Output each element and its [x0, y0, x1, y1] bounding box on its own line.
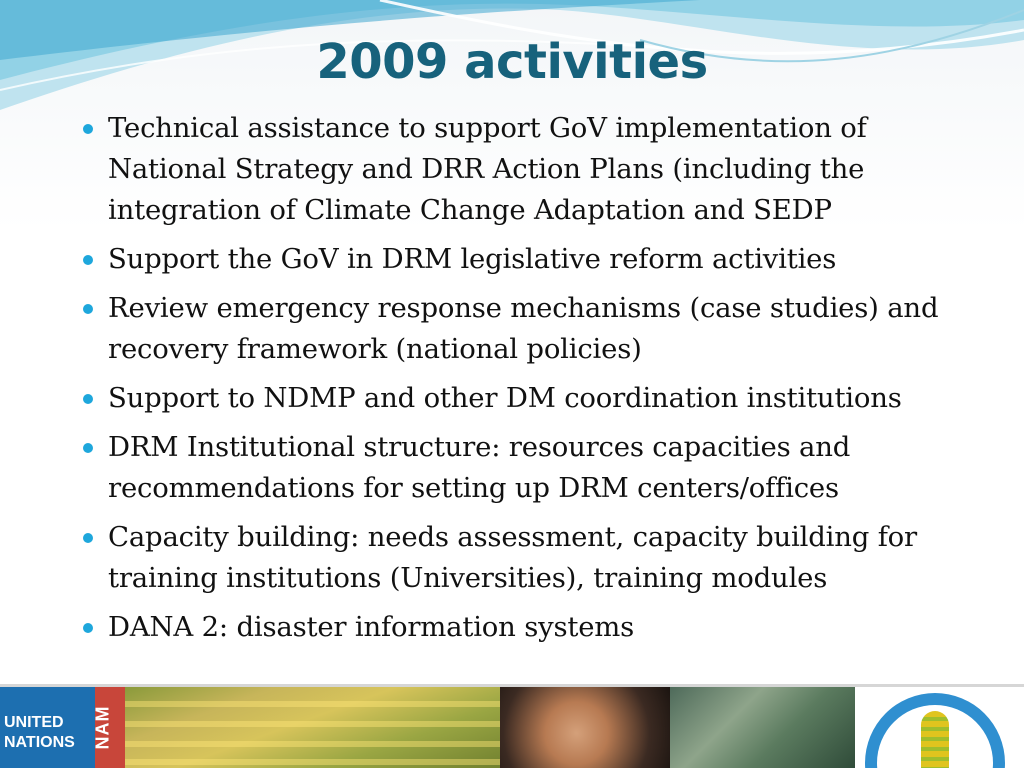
- bullet-text: Technical assistance to support GoV implementation of National Strategy and DRR Action Plans (including the integration of Climate Change Adaptation and SEDP: [108, 112, 867, 226]
- bullet-item: [80, 378, 980, 419]
- bullet-text: Support the GoV in DRM legislative reform activities: [108, 243, 837, 275]
- viet-nam-text: NAM: [92, 705, 113, 750]
- bullet-list: [80, 108, 980, 656]
- rice-terrace-photo: [125, 687, 500, 768]
- bullet-dot-icon: [83, 304, 93, 314]
- bullet-item: [80, 288, 980, 370]
- un-logo: [0, 687, 95, 768]
- bullet-dot-icon: [83, 255, 93, 265]
- bullet-dot-icon: [83, 443, 93, 453]
- bullet-dot-icon: [83, 394, 93, 404]
- bullet-text: Capacity building: needs assessment, capacity building for training institutions (Universities), training modules: [108, 521, 917, 594]
- bullet-item: [80, 108, 980, 231]
- viet-nam-tag: [92, 687, 125, 768]
- bullet-text: Support to NDMP and other DM coordination institutions: [108, 382, 902, 414]
- wheat-icon: [921, 711, 949, 768]
- bullet-text: DRM Institutional structure: resources capacities and recommendations for setting up DRM centers/offices: [108, 431, 851, 504]
- bullet-item: [80, 607, 980, 648]
- un-logo-text: UNITED NATIONS: [4, 714, 75, 751]
- slide-title: 2009 activities: [316, 34, 708, 90]
- ministry-seal-logo: [855, 687, 1015, 768]
- flood-landscape-photo: [670, 687, 855, 768]
- bullet-dot-icon: [83, 533, 93, 543]
- bullet-text: Review emergency response mechanisms (case studies) and recovery framework (national policies): [108, 292, 939, 365]
- bullet-item: [80, 517, 980, 599]
- child-portrait-photo: [500, 687, 670, 768]
- bullet-dot-icon: [83, 623, 93, 633]
- bullet-item: [80, 239, 980, 280]
- bullet-dot-icon: [83, 124, 93, 134]
- bullet-item: [80, 427, 980, 509]
- bullet-text: DANA 2: disaster information systems: [108, 611, 635, 643]
- footer-banner: [0, 684, 1024, 768]
